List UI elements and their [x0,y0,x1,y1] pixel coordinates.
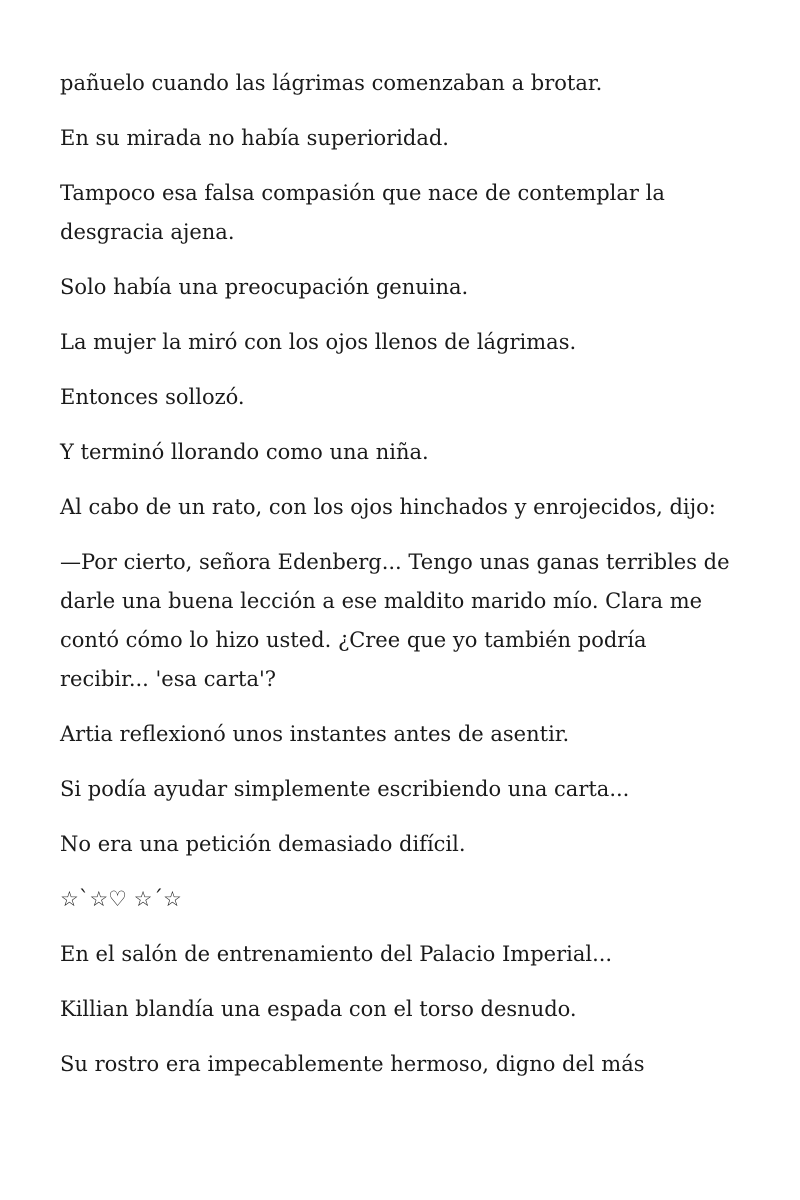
paragraph: No era una petición demasiado difícil. [60,832,466,856]
scene-break-ornament: ☆`☆♡ ☆´☆ [60,887,182,911]
paragraph: Solo había una preocupación genuina. [60,275,469,299]
paragraph: Tampoco esa falsa compasión que nace de contemplar la desgracia ajena. [60,181,665,244]
paragraph: En su mirada no había superioridad. [60,126,449,150]
paragraph: Artia reflexionó unos instantes antes de asentir. [60,722,570,746]
reading-page [60,64,740,1100]
paragraph: Killian blandía una espada con el torso desnudo. [60,997,577,1021]
paragraph: Y terminó llorando como una niña. [60,440,429,464]
paragraph: pañuelo cuando las lágrimas comenzaban a brotar. [60,71,603,95]
paragraph: Su rostro era impecablemente hermoso, digno del más [60,1052,645,1076]
paragraph: —Por cierto, señora Edenberg... Tengo unas ganas terribles de darle una buena lección a ese maldito marido mío. Clara me contó cómo lo hizo usted. ¿Cree que yo también podría recibir... 'esa carta'? [60,550,730,691]
paragraph: Al cabo de un rato, con los ojos hinchados y enrojecidos, dijo: [60,495,716,519]
paragraph: Entonces sollozó. [60,385,245,409]
paragraph: Si podía ayudar simplemente escribiendo una carta... [60,777,630,801]
paragraph: La mujer la miró con los ojos llenos de lágrimas. [60,330,577,354]
paragraph: En el salón de entrenamiento del Palacio Imperial... [60,942,613,966]
